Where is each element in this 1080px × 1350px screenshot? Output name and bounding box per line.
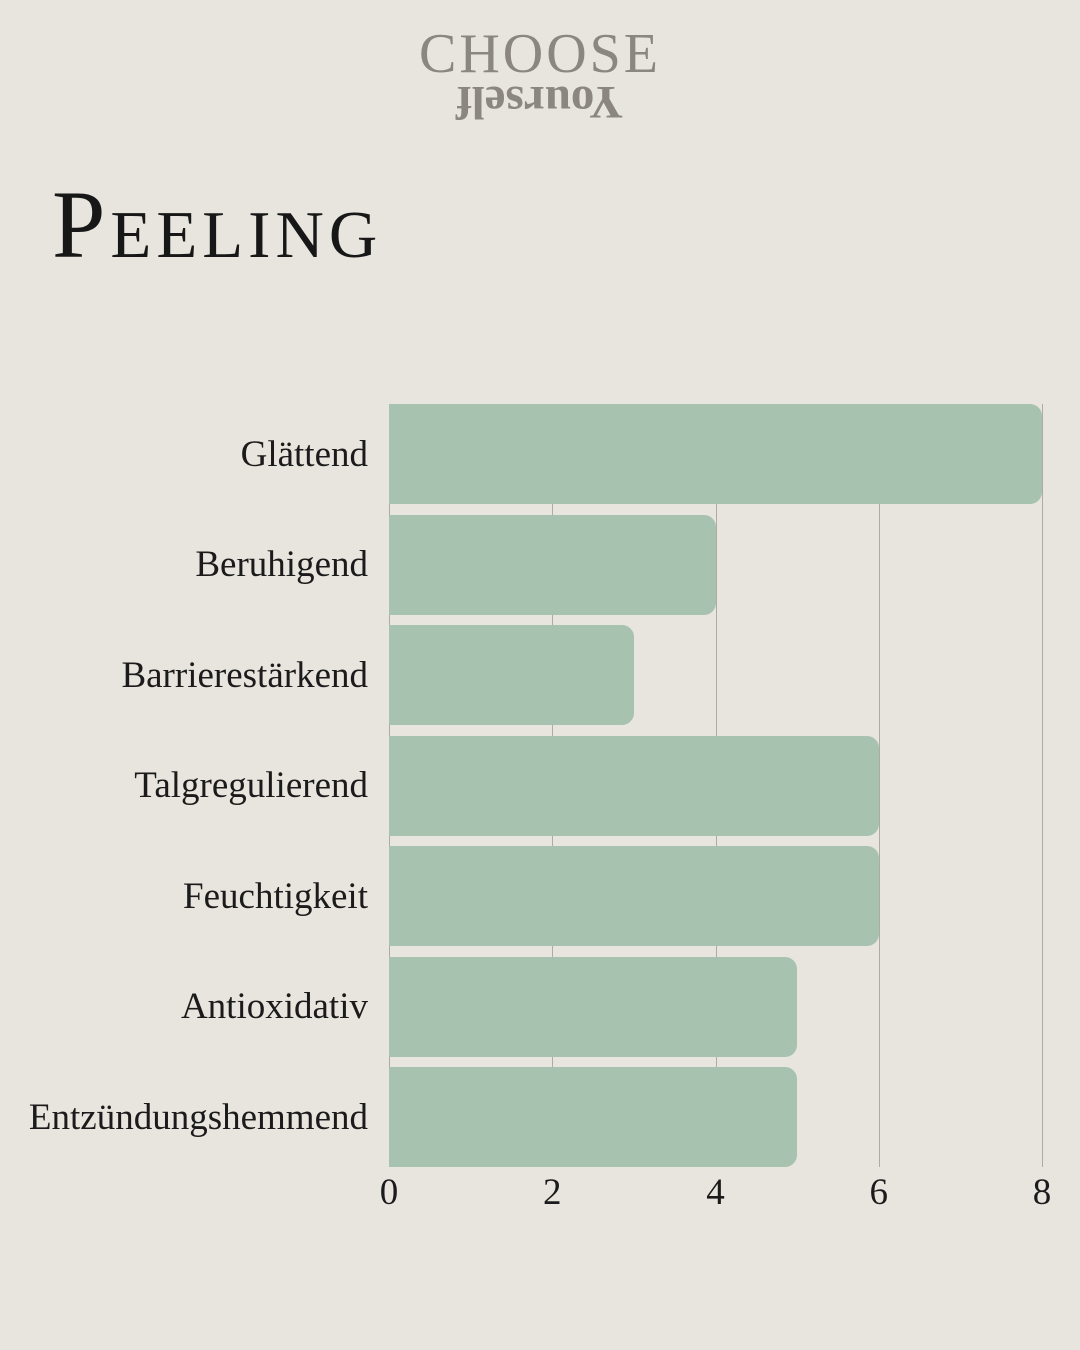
category-label-glaettend: Glättend: [240, 433, 368, 475]
label-row: [0, 846, 368, 946]
page-title: Peeling: [52, 171, 383, 278]
label-row: [0, 515, 368, 615]
x-tick-4: 4: [706, 1172, 725, 1213]
bar-row: [389, 736, 1042, 836]
label-row: [0, 957, 368, 1057]
bar-glaettend: [389, 404, 1042, 504]
bar-entzuendungshemmend: [389, 1067, 797, 1167]
x-tick-0: 0: [379, 1172, 399, 1213]
x-tick-2: 2: [543, 1172, 562, 1213]
category-label-talgregulierend: Talgregulierend: [134, 765, 368, 806]
label-row: [0, 404, 368, 504]
bar-talgregulierend: [389, 736, 879, 836]
label-row: [0, 1067, 368, 1167]
bar-series: [389, 404, 1042, 1167]
category-label-entzuendungshemmend: Entzündungshemmend: [28, 1096, 368, 1138]
bar-row: [389, 957, 1042, 1057]
plot-area: [389, 404, 1042, 1167]
bar-row: [389, 1067, 1042, 1167]
bar-row: [389, 515, 1042, 615]
category-label-antioxidativ: Antioxidativ: [180, 986, 368, 1027]
bar-row: [389, 404, 1042, 504]
bar-beruhigend: [389, 515, 716, 615]
category-labels: [0, 404, 368, 1167]
gridline-8: [1042, 404, 1043, 1167]
label-row: [0, 736, 368, 836]
category-label-barrierestaerkend: Barrierestärkend: [121, 654, 368, 696]
bar-row: [389, 625, 1042, 725]
x-tick-8: 8: [1032, 1172, 1052, 1213]
x-tick-6: 6: [869, 1172, 888, 1213]
bar-barrierestaerkend: [389, 625, 634, 725]
category-label-beruhigend: Beruhigend: [195, 544, 368, 585]
brand-logo: [0, 23, 1080, 128]
bar-antioxidativ: [389, 957, 797, 1057]
x-axis: [379, 1172, 1052, 1214]
logo-word-choose: CHOOSE: [418, 23, 662, 85]
bar-row: [389, 846, 1042, 946]
bar-feuchtigkeit: [389, 846, 879, 946]
category-label-feuchtigkeit: Feuchtigkeit: [183, 875, 368, 917]
logo-word-yourself-flipped: Yourself: [456, 76, 624, 128]
label-row: [0, 625, 368, 725]
